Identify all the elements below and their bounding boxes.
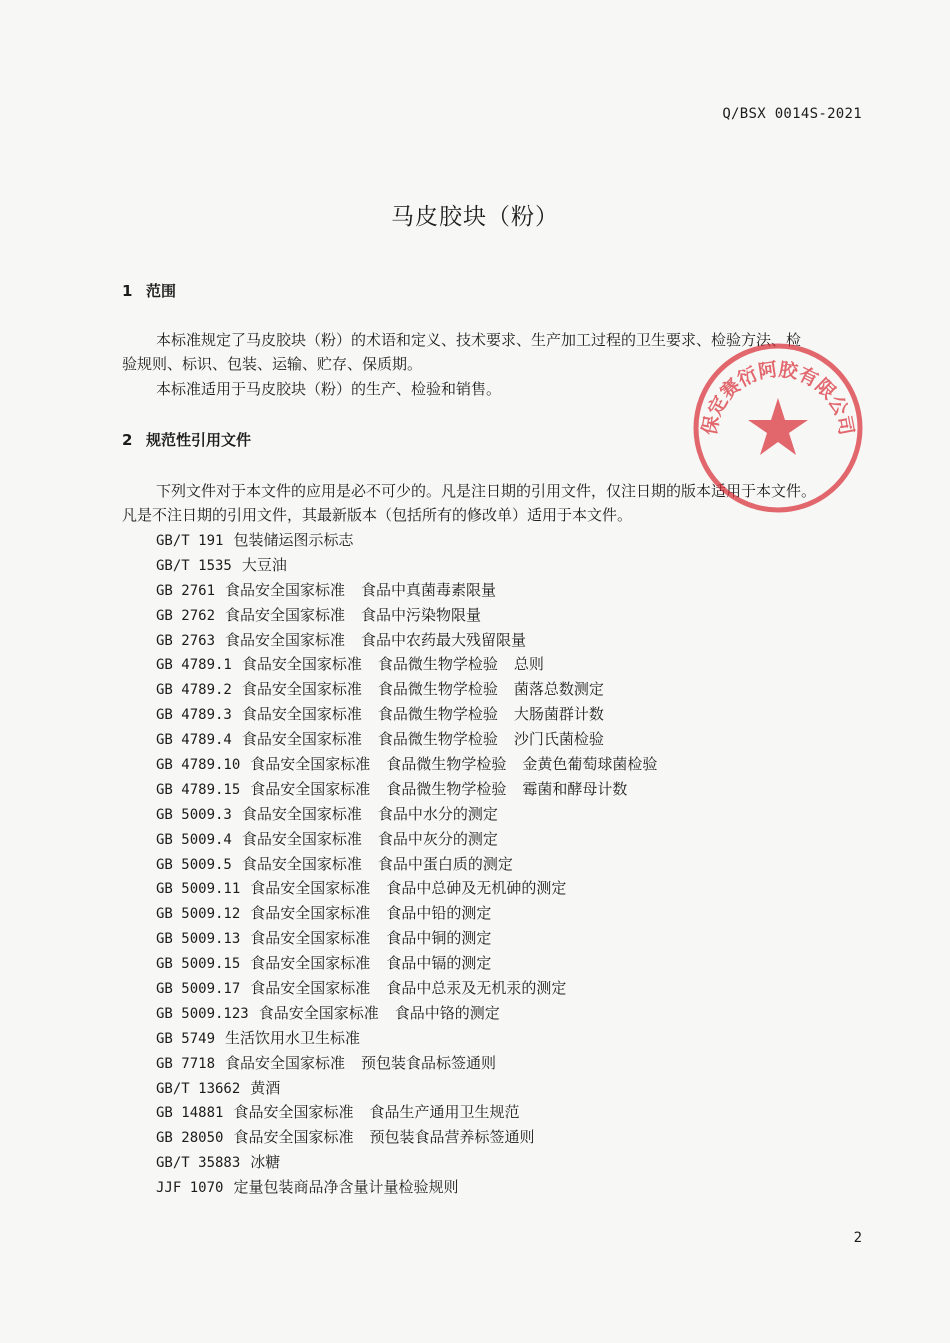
reference-title-part: 预包装食品营养标签通则	[369, 1128, 535, 1147]
reference-title-part: 冰糖	[250, 1153, 281, 1172]
reference-item	[156, 752, 657, 777]
seal-lettering: 保定赛衍阿胶有限公司	[698, 358, 858, 437]
reference-item	[156, 1001, 657, 1026]
reference-title-part: 食品安全国家标准	[241, 829, 362, 848]
reference-item	[156, 1100, 657, 1125]
reference-item	[156, 976, 657, 1001]
reference-item	[156, 528, 657, 553]
paragraph-line: 本标准规定了马皮胶块（粉）的术语和定义、技术要求、生产加工过程的卫生要求、检验方法、检	[156, 331, 802, 349]
reference-title-part: 食品中铬的测定	[394, 1003, 500, 1022]
document-title: 马皮胶块（粉）	[391, 204, 559, 230]
reference-title-part: 食品微生物学检验	[377, 705, 498, 724]
reference-code: GB 2763	[156, 632, 216, 649]
reference-code: GB 4789.1	[156, 657, 232, 674]
reference-list	[156, 528, 657, 1200]
reference-item	[156, 677, 657, 702]
reference-title-part: 食品安全国家标准	[225, 630, 346, 649]
reference-title-part: 食品安全国家标准	[250, 904, 371, 923]
reference-item	[156, 901, 657, 926]
reference-code: GB 4789.4	[156, 732, 232, 749]
reference-code: GB 5009.12	[156, 906, 241, 923]
reference-item	[156, 628, 657, 653]
reference-title-part: 定量包装商品净含量计量检验规则	[233, 1178, 459, 1197]
reference-title-part: 大肠菌群计数	[513, 705, 604, 724]
reference-title-part: 食品微生物学检验	[386, 755, 507, 774]
reference-title-part: 食品安全国家标准	[241, 680, 362, 699]
reference-code: GB/T 13662	[156, 1080, 241, 1097]
reference-title-part: 食品安全国家标准	[241, 804, 362, 823]
seal-star-icon	[748, 398, 808, 455]
reference-title-part: 食品微生物学检验	[377, 655, 498, 674]
reference-title-part: 食品中污染物限量	[361, 605, 482, 624]
reference-item	[156, 553, 657, 578]
reference-code: GB 5009.11	[156, 881, 241, 898]
reference-title-part: 食品微生物学检验	[377, 680, 498, 699]
reference-code: GB 5009.17	[156, 981, 241, 998]
reference-item	[156, 827, 657, 852]
reference-title-part: 食品中总汞及无机汞的测定	[386, 979, 567, 998]
reference-code: GB 4789.10	[156, 757, 241, 774]
paragraph-line: 凡是不注日期的引用文件，其最新版本（包括所有的修改单）适用于本文件。	[122, 506, 633, 524]
reference-code: GB 4789.3	[156, 707, 232, 724]
reference-title-part: 黄酒	[250, 1078, 281, 1097]
reference-title-part: 食品安全国家标准	[241, 730, 362, 749]
reference-title-part: 食品安全国家标准	[241, 854, 362, 873]
reference-code: GB 2761	[156, 582, 216, 599]
reference-title-part: 食品安全国家标准	[241, 705, 362, 724]
reference-code: GB 5749	[156, 1030, 216, 1047]
reference-title-part: 食品中农药最大残留限量	[361, 630, 527, 649]
reference-title-part: 食品中水分的测定	[377, 804, 498, 823]
reference-title-part: 食品安全国家标准	[250, 929, 371, 948]
reference-title-part: 菌落总数测定	[513, 680, 604, 699]
section-number: 1	[122, 282, 133, 300]
reference-title-part: 预包装食品标签通则	[361, 1053, 497, 1072]
reference-title-part: 食品中铜的测定	[386, 929, 492, 948]
reference-code: GB 5009.3	[156, 806, 232, 823]
reference-title-part: 食品安全国家标准	[250, 979, 371, 998]
reference-code: GB 5009.123	[156, 1005, 249, 1022]
reference-item	[156, 1150, 657, 1175]
reference-item	[156, 852, 657, 877]
reference-title-part: 食品安全国家标准	[250, 954, 371, 973]
reference-title-part: 生活饮用水卫生标准	[225, 1028, 361, 1047]
reference-code: GB 4789.15	[156, 781, 241, 798]
reference-code: GB 4789.2	[156, 682, 232, 699]
company-seal	[690, 340, 866, 516]
reference-item	[156, 802, 657, 827]
reference-item	[156, 1125, 657, 1150]
reference-item	[156, 777, 657, 802]
document-number: Q/BSX 0014S-2021	[722, 106, 862, 122]
reference-code: GB 5009.5	[156, 856, 232, 873]
reference-item	[156, 603, 657, 628]
reference-title-part: 食品中蛋白质的测定	[377, 854, 513, 873]
reference-title-part: 食品中镉的测定	[386, 954, 492, 973]
reference-code: GB 5009.13	[156, 931, 241, 948]
reference-title-part: 食品中真菌毒素限量	[361, 580, 497, 599]
paragraph-line: 下列文件对于本文件的应用是必不可少的。凡是注日期的引用文件，仅注日期的版本适用于本文件。	[156, 482, 817, 500]
reference-title-part: 食品安全国家标准	[225, 605, 346, 624]
reference-title-part: 食品安全国家标准	[233, 1103, 354, 1122]
reference-code: GB 2762	[156, 607, 216, 624]
reference-item	[156, 727, 657, 752]
reference-title-part: 食品中铅的测定	[386, 904, 492, 923]
reference-code: GB/T 35883	[156, 1155, 241, 1172]
reference-code: GB 5009.4	[156, 831, 232, 848]
reference-title-part: 金黄色葡萄球菌检验	[522, 755, 658, 774]
reference-title-part: 食品中总砷及无机砷的测定	[386, 879, 567, 898]
reference-item	[156, 702, 657, 727]
reference-title-part: 食品安全国家标准	[250, 779, 371, 798]
page-number: 2	[853, 1230, 862, 1246]
reference-item	[156, 876, 657, 901]
section-2-heading	[122, 429, 251, 450]
reference-item	[156, 951, 657, 976]
reference-title-part: 食品安全国家标准	[250, 755, 371, 774]
reference-item	[156, 1175, 657, 1200]
reference-title-part: 霉菌和酵母计数	[522, 779, 628, 798]
reference-title-part: 食品微生物学检验	[386, 779, 507, 798]
reference-title-part: 食品安全国家标准	[258, 1003, 379, 1022]
reference-title-part: 食品安全国家标准	[241, 655, 362, 674]
reference-code: GB/T 1535	[156, 557, 232, 574]
section-number: 2	[122, 431, 133, 449]
reference-code: GB 28050	[156, 1130, 224, 1147]
reference-item	[156, 1026, 657, 1051]
section-1-heading	[122, 280, 176, 301]
reference-item	[156, 578, 657, 603]
reference-title-part: 大豆油	[241, 555, 287, 574]
reference-item	[156, 926, 657, 951]
reference-code: JJF 1070	[156, 1180, 224, 1197]
reference-title-part: 食品中灰分的测定	[377, 829, 498, 848]
reference-title-part: 食品安全国家标准	[225, 1053, 346, 1072]
reference-title-part: 食品安全国家标准	[233, 1128, 354, 1147]
section-title: 规范性引用文件	[146, 431, 252, 449]
reference-title-part: 总则	[513, 655, 544, 674]
paragraph-line: 验规则、标识、包装、运输、贮存、保质期。	[122, 355, 423, 373]
reference-title-part: 食品安全国家标准	[225, 580, 346, 599]
paragraph-line: 本标准适用于马皮胶块（粉）的生产、检验和销售。	[156, 380, 502, 398]
reference-item	[156, 652, 657, 677]
reference-code: GB 7718	[156, 1055, 216, 1072]
reference-item	[156, 1051, 657, 1076]
reference-title-part: 沙门氏菌检验	[513, 730, 604, 749]
section-title: 范围	[146, 282, 177, 300]
reference-code: GB 5009.15	[156, 956, 241, 973]
reference-code: GB/T 191	[156, 533, 224, 549]
reference-code: GB 14881	[156, 1105, 224, 1122]
reference-title-part: 包装储运图示标志	[233, 531, 354, 549]
reference-title-part: 食品生产通用卫生规范	[369, 1103, 520, 1122]
reference-item	[156, 1076, 657, 1101]
reference-title-part: 食品微生物学检验	[377, 730, 498, 749]
reference-title-part: 食品安全国家标准	[250, 879, 371, 898]
